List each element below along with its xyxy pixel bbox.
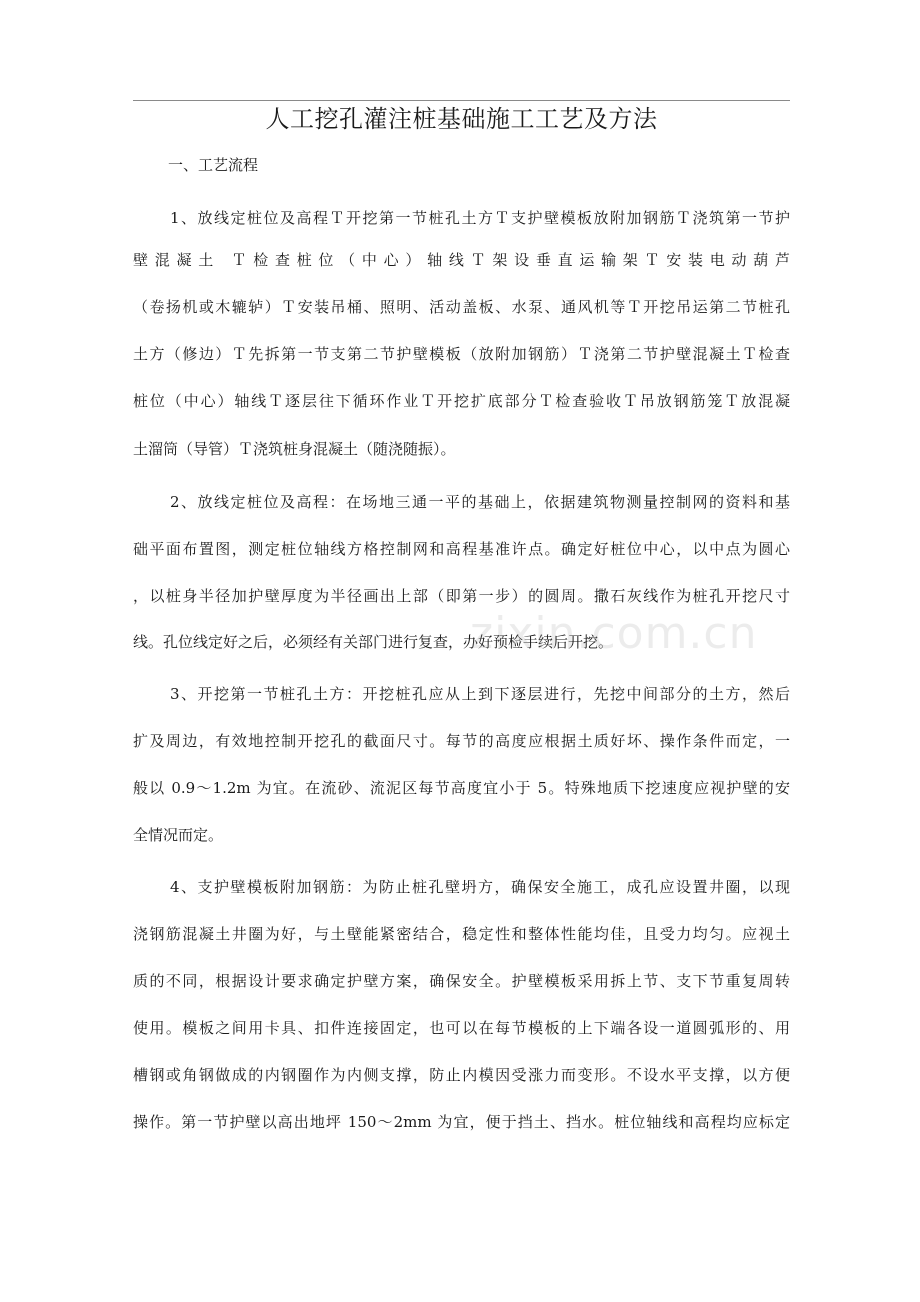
paragraph-4-line-6: 操作。第一节护壁以高出地坪 150～2mm 为宜，便于挡土、挡水。桩位轴线和高程均应标定 <box>133 1113 790 1131</box>
paragraph-1-line-4: 土方（修边）Ｔ先拆第一节支第二节护壁模板（放附加钢筋）Ｔ浇第二节护壁混凝土Ｔ检查 <box>133 345 790 363</box>
paragraph-1-line-2: 壁混凝土 Ｔ检查桩位（中心）轴线Ｔ架设垂直运输架Ｔ安装电动葫芦 <box>133 251 790 269</box>
paragraph-4-line-1: 4、支护壁模板附加钢筋：为防止桩孔壁坍方，确保安全施工，成孔应设置井圈，以现 <box>170 878 790 896</box>
paragraph-4-line-5: 槽钢或角钢做成的内钢圈作为内侧支撑，防止内模因受涨力而变形。不设水平支撑，以方便 <box>133 1066 790 1084</box>
paragraph-1-line-1: 1、放线定桩位及高程Ｔ开挖第一节桩孔土方Ｔ支护壁模板放附加钢筋Ｔ浇筑第一节护 <box>170 209 790 227</box>
paragraph-4-line-4: 使用。模板之间用卡具、扣件连接固定，也可以在每节模板的上下端各设一道圆弧形的、用 <box>133 1019 790 1037</box>
paragraph-2-line-4: 线。孔位线定好之后，必须经有关部门进行复查，办好预检手续后开挖。 <box>133 633 614 651</box>
paragraph-1-line-3: （卷扬机或木辘轳）Ｔ安装吊桶、照明、活动盖板、水泵、通风机等Ｔ开挖吊运第二节桩孔 <box>133 298 790 316</box>
document-title: 人工挖孔灌注桩基础施工工艺及方法 <box>265 105 658 133</box>
paragraph-2-line-2: 础平面布置图，测定桩位轴线方格控制网和高程基准许点。确定好桩位中心，以中点为圆心 <box>133 540 790 558</box>
paragraph-2-line-3: ，以桩身半径加护壁厚度为半径画出上部（即第一步）的圆周。撒石灰线作为桩孔开挖尺寸 <box>133 587 790 605</box>
paragraph-3-line-1: 3、开挖第一节桩孔土方：开挖桩孔应从上到下逐层进行，先挖中间部分的土方，然后 <box>170 685 790 703</box>
paragraph-1-line-6: 土溜筒（导管）Ｔ浇筑桩身混凝土（随浇随振）。 <box>133 440 456 458</box>
paragraph-3-line-3: 般以 0.9～1.2m 为宜。在流砂、流泥区每节高度宜小于 5。特殊地质下挖速度应视护壁的安 <box>133 779 790 797</box>
paragraph-3-line-2: 扩及周边，有效地控制开挖孔的截面尺寸。每节的高度应根据土质好坏、操作条件而定，一 <box>133 732 790 750</box>
paragraph-3-line-4: 全情况而定。 <box>133 826 224 844</box>
paragraph-4-line-2: 浇钢筋混凝土井圈为好，与土壁能紧密结合，稳定性和整体性能均佳，且受力均匀。应视土 <box>133 925 790 943</box>
paragraph-2-line-1: 2、放线定桩位及高程：在场地三通一平的基础上，依据建筑物测量控制网的资料和基 <box>170 493 790 511</box>
watermark: zixin.com.cn <box>470 608 758 659</box>
paragraph-4-line-3: 质的不同，根据设计要求确定护壁方案，确保安全。护壁模板采用拆上节、支下节重复周转 <box>133 972 790 990</box>
section-heading-process: 一、工艺流程 <box>168 156 259 174</box>
paragraph-1-line-5: 桩位（中心）轴线Ｔ逐层往下循环作业Ｔ开挖扩底部分Ｔ检查验收Ｔ吊放钢筋笼Ｔ放混凝 <box>133 392 790 410</box>
